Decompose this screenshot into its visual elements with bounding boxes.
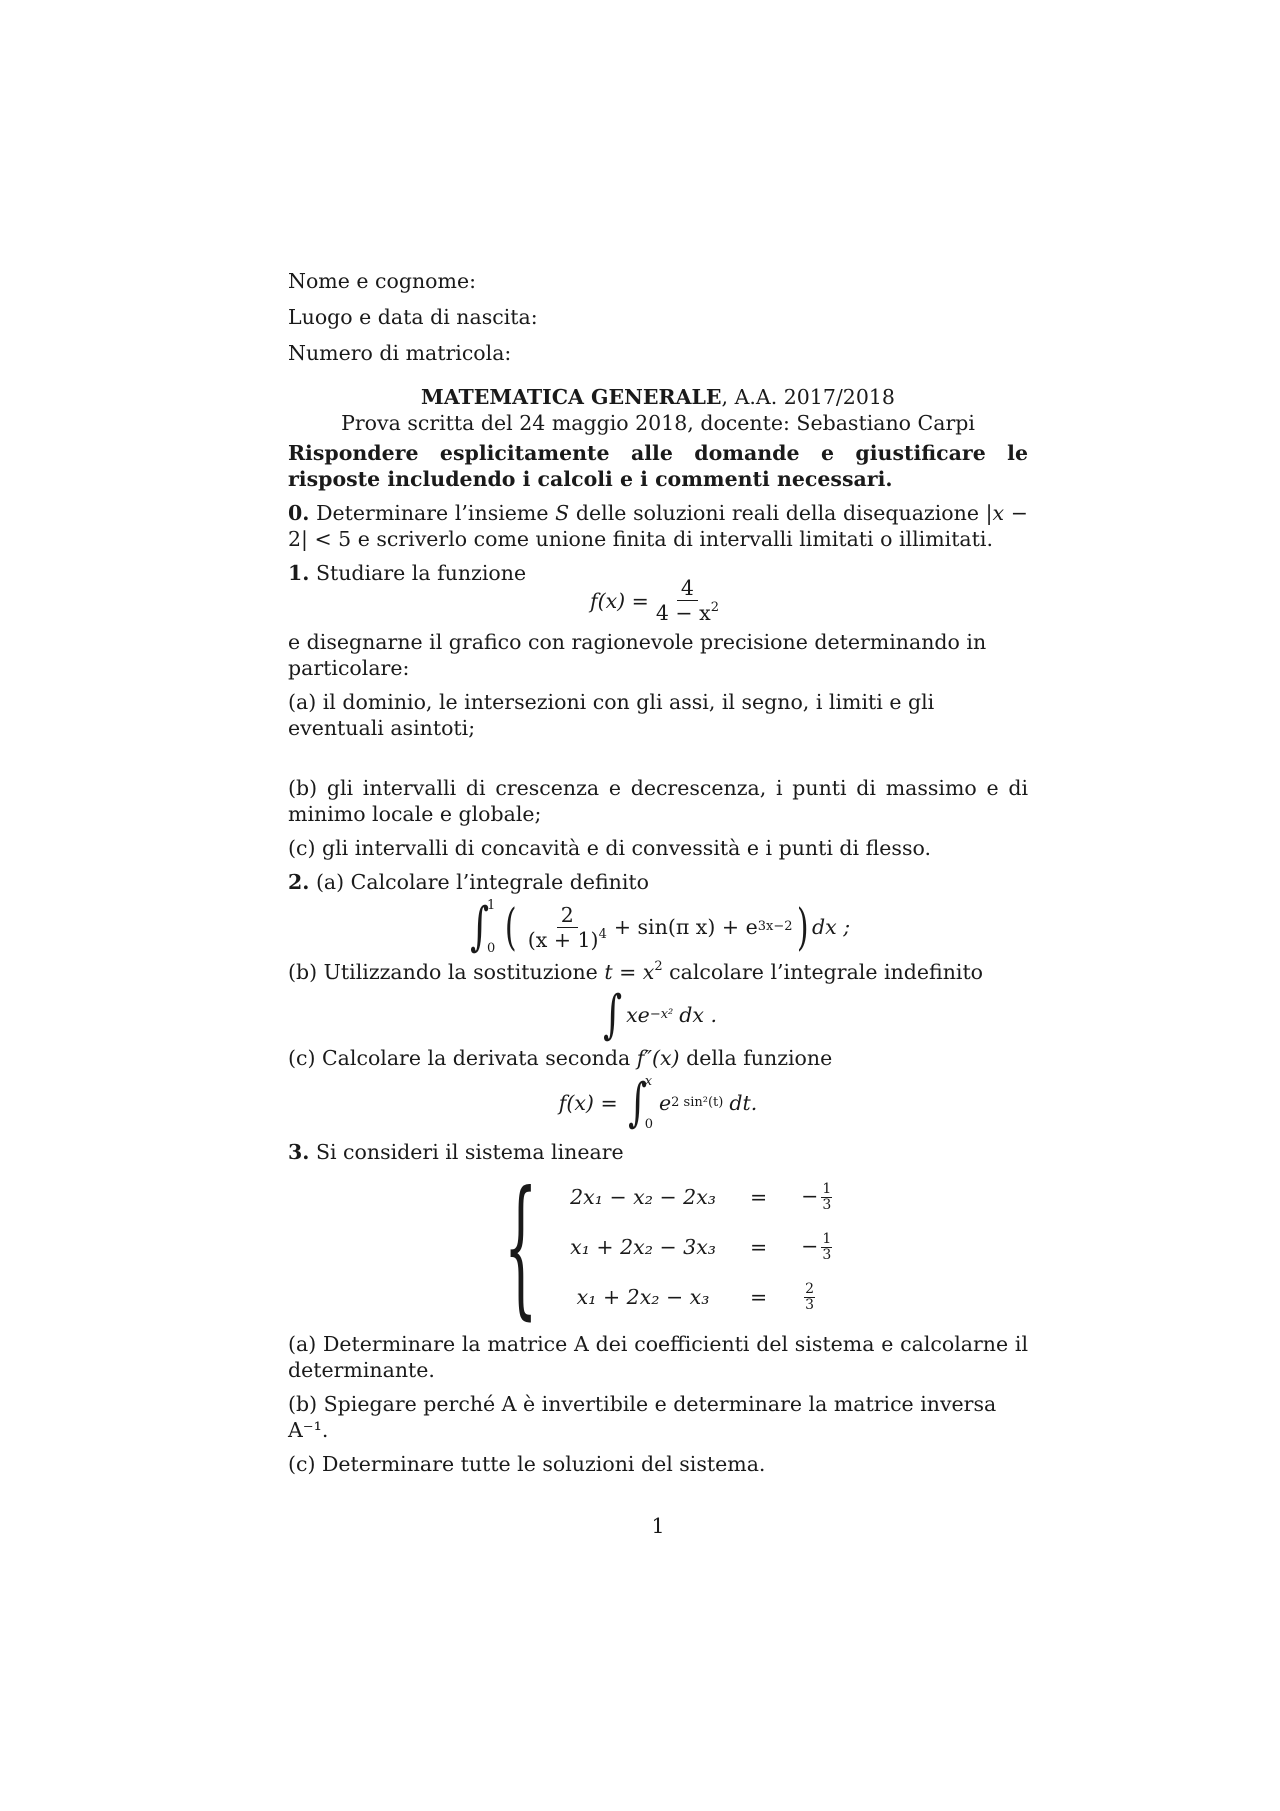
equals-sign: = [749, 1285, 768, 1309]
q1-part-a: (a) il dominio, le intersezioni con gli assi, il segno, i limiti e gli eventuali asintoti; [288, 690, 935, 740]
numerator: 1 [822, 1180, 832, 1197]
integrand-terms: + sin(π x) + e [613, 915, 758, 939]
q1-part-b: (b) gli intervalli di crescenza e decrescenza, i punti di massimo e di minimo locale e globale; [288, 776, 1028, 826]
integral-sign: ∫ [603, 985, 623, 1045]
name-label: Nome e cognome: [288, 269, 476, 293]
lower-limit: 0 [644, 1117, 653, 1132]
q0-text: Determinare l’insieme [316, 501, 549, 525]
q0-text: delle soluzioni reali della disequazione | [575, 501, 993, 525]
question-2 [288, 869, 1028, 895]
q1-intro: Studiare la funzione [315, 561, 527, 585]
integral-sign: ∫ [627, 1073, 647, 1133]
equation-rhs [795, 1273, 841, 1321]
denominator: 3 [805, 1296, 815, 1313]
den-text: (x + 1) [527, 927, 599, 952]
question-0 [288, 500, 1028, 552]
denominator [652, 601, 723, 625]
denominator: 3 [822, 1246, 832, 1263]
left-paren: ( [505, 898, 517, 956]
exponent: 2 [654, 959, 663, 974]
equation-lhs: x₁ + 2x₂ − 3x₃ [570, 1235, 716, 1259]
integral-sign: ∫ [469, 897, 489, 957]
q0-text: − 2| < 5 e scriverlo come unione finita di intervalli limitati o illimitati. [288, 501, 1028, 551]
academic-year: , A.A. 2017/2018 [721, 385, 895, 409]
differential: dx . [679, 1003, 717, 1027]
birth-label: Luogo e data di nascita: [288, 305, 538, 329]
q3-part-c: (c) Determinare tutte le soluzioni del sistema. [288, 1452, 766, 1476]
right-paren: ) [796, 898, 809, 956]
q2-integral-function: f(x) = ∫ x 0 e 2 sin²(t) dt. [558, 1073, 758, 1133]
instructions: Rispondere esplicitamente alle domande e giustificare le risposte includendo i calcoli e i commenti necessari. [288, 441, 1028, 491]
q0-var: S [555, 501, 570, 525]
page-number: 1 [651, 1514, 665, 1538]
fraction [524, 903, 611, 952]
q3-part-a: (a) Determinare la matrice A dei coefficienti del sistema e calcolarne il determinante. [288, 1332, 1028, 1382]
equation-rhs [795, 1223, 841, 1271]
question-3 [288, 1139, 1028, 1165]
exponent: 4 [598, 926, 607, 942]
q1-part-c: (c) gli intervalli di concavità e di convessità e i punti di flesso. [288, 836, 931, 860]
q3-intro: Si consideri il sistema lineare [315, 1140, 624, 1164]
numerator: 4 [677, 576, 698, 601]
q2-indefinite-integral: ∫ xe −x² dx . [603, 985, 717, 1045]
question-number: 1. [288, 561, 310, 585]
system-row [564, 1273, 841, 1321]
function-label: f(x) = [558, 1091, 618, 1115]
differential: dx ; [812, 915, 851, 939]
differential: dt. [729, 1091, 758, 1115]
numerator: 1 [822, 1230, 832, 1247]
system-brace: { [503, 1160, 538, 1334]
numerator: 2 [557, 903, 578, 928]
function-label: f(x) = [590, 588, 649, 613]
course-title: MATEMATICA GENERALE [421, 385, 722, 409]
q0-expr: x [992, 501, 1005, 525]
question-number: 0. [288, 501, 310, 525]
rhs-fraction [821, 1182, 832, 1213]
system-row [564, 1173, 841, 1221]
den-text: 4 − x [655, 601, 711, 625]
q1-after: e disegnarne il grafico con ragionevole precisione determinando in particolare: [288, 630, 987, 680]
equation-lhs: x₁ + 2x₂ − x₃ [576, 1285, 710, 1309]
q2-a-intro: (a) Calcolare l’integrale definito [315, 870, 650, 894]
rhs-sign: − [801, 1233, 819, 1258]
q2-b-text: calcolare l’integrale indefinito [669, 960, 984, 984]
q2-c-text: della funzione [686, 1046, 833, 1070]
exam-title [288, 384, 1028, 436]
denominator: 3 [822, 1196, 832, 1213]
q2-b-text: (b) Utilizzando la sostituzione [288, 960, 598, 984]
exam-subtitle: Prova scritta del 24 maggio 2018, docente: Sebastiano Carpi [341, 411, 975, 435]
upper-limit: x [644, 1074, 653, 1089]
rhs-fraction [821, 1232, 832, 1263]
fraction [652, 576, 723, 625]
q2-c-intro [288, 1045, 1028, 1071]
equals-sign: = [749, 1185, 768, 1209]
rhs-sign: − [801, 1183, 819, 1208]
integrand: xe [626, 1003, 650, 1027]
rhs-fraction [804, 1282, 815, 1313]
integrand: e [659, 1091, 672, 1115]
question-number: 3. [288, 1140, 310, 1164]
exponent: 2 [710, 600, 719, 615]
denominator [524, 928, 611, 952]
q3-part-b: (b) Spiegare perché A è invertibile e determinare la matrice inversa A⁻¹. [288, 1392, 997, 1442]
question-number: 2. [288, 870, 310, 894]
upper-limit: 1 [486, 898, 496, 913]
exam-page [288, 268, 1028, 1539]
q2-c-text: (c) Calcolare la derivata seconda [288, 1046, 631, 1070]
q2-definite-integral: ∫ 1 0 ( $\frac{2}{(x + 1)^4}$ + sin(π x) + e 3x−2 ) dx ; [469, 897, 851, 957]
equals-sign: = [749, 1235, 768, 1259]
substitution: t = x [604, 960, 655, 984]
q2-b-intro [288, 959, 1028, 985]
numerator: 2 [805, 1280, 815, 1297]
matricola-label: Numero di matricola: [288, 341, 512, 365]
linear-system [288, 1160, 1028, 1334]
second-derivative: f″(x) [636, 1046, 680, 1070]
system-row [564, 1223, 841, 1271]
system-equations [562, 1171, 843, 1323]
equation-rhs [795, 1173, 841, 1221]
lower-limit: 0 [486, 941, 496, 956]
equation-lhs: 2x₁ − x₂ − 2x₃ [570, 1185, 716, 1209]
